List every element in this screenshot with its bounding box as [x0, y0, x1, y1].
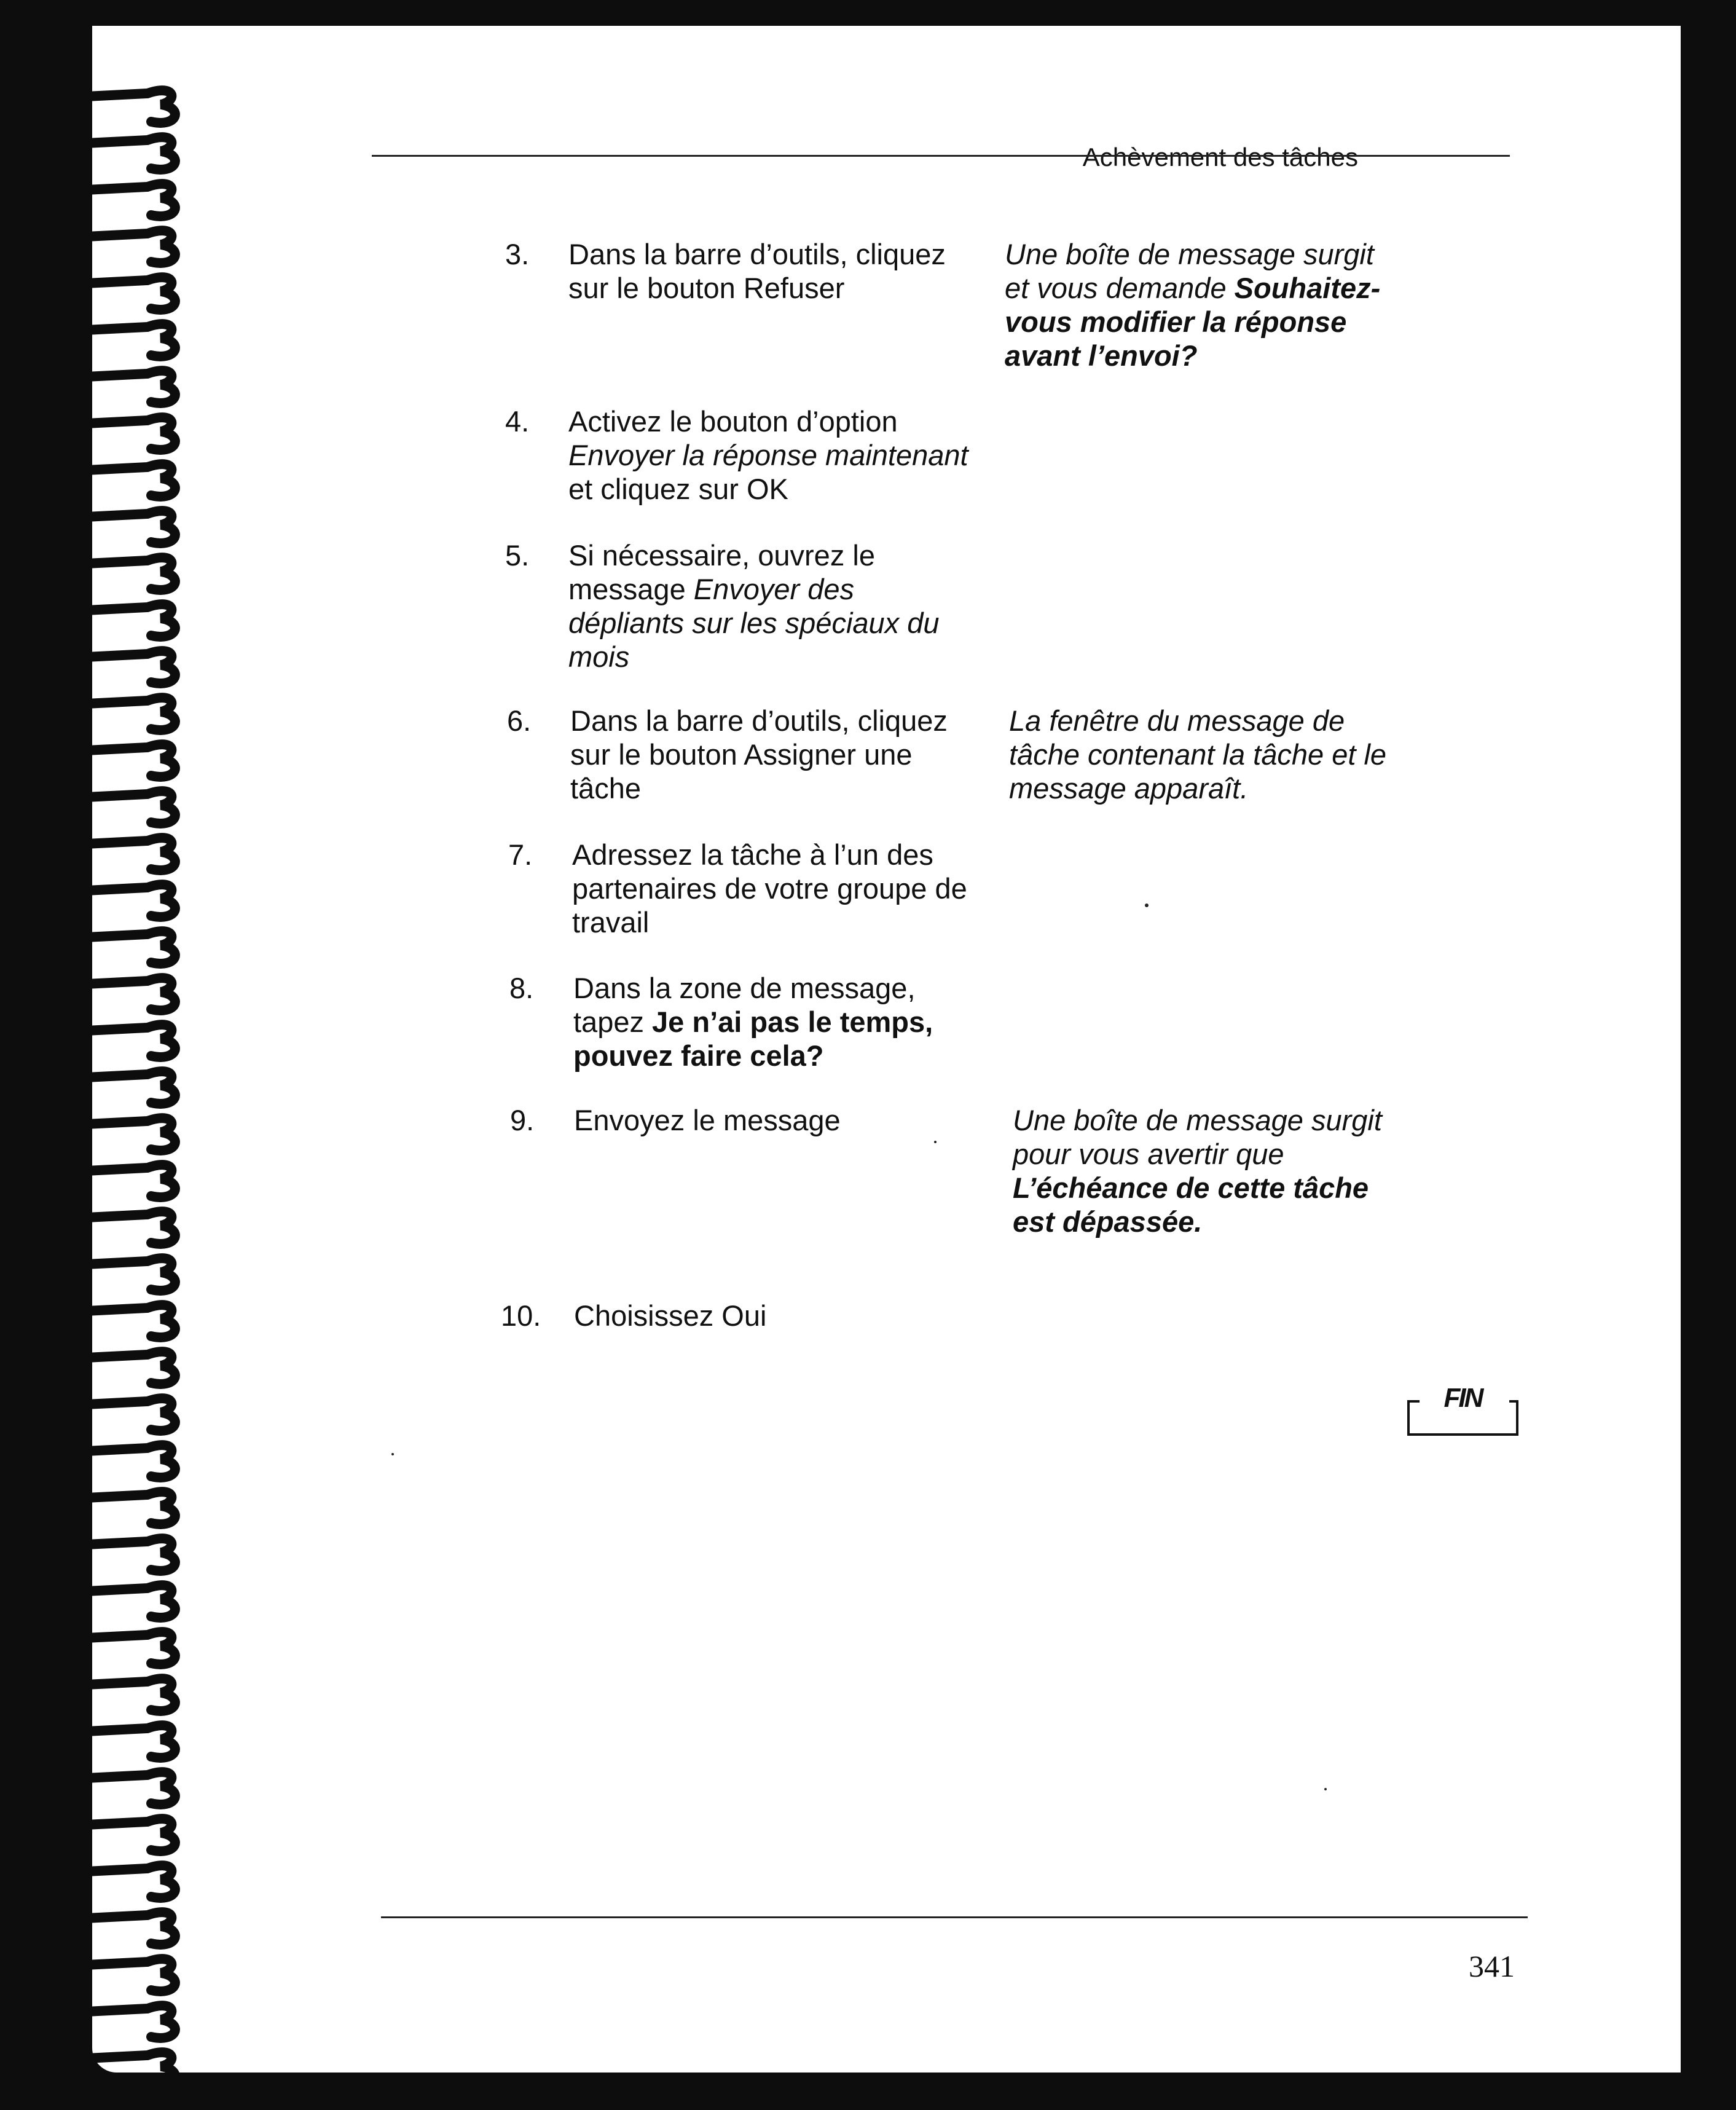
binding-coil — [92, 604, 175, 637]
step-number: 8. — [509, 972, 534, 1004]
step-line: Dans la barre d’outils, cliquez — [568, 238, 946, 270]
end-marker-label: FIN — [1443, 1383, 1482, 1413]
step-line: travail — [572, 906, 650, 939]
binding-coil — [92, 557, 175, 590]
step-number: 6. — [507, 704, 532, 737]
step-line: et cliquez sur OK — [568, 473, 788, 505]
binding-coil — [92, 1352, 175, 1384]
scan-speck — [1145, 903, 1149, 907]
note-bold-text: vous modifier la réponse — [1005, 305, 1347, 338]
binding-coil — [92, 931, 175, 964]
binding-coil — [92, 1912, 175, 1945]
binding-coil — [92, 651, 175, 683]
note-bold-text: L’échéance de cette tâche — [1013, 1171, 1369, 1204]
scan-speck — [934, 1141, 937, 1143]
step-italic-text: dépliants sur les spéciaux du — [568, 607, 940, 639]
binding-coil — [92, 1211, 175, 1244]
step-line: Si nécessaire, ouvrez le — [568, 539, 875, 572]
binding-coil — [92, 137, 175, 170]
binding-coil — [92, 1772, 175, 1805]
step-number: 4. — [505, 405, 530, 438]
note-line: pour vous avertir que — [1013, 1138, 1284, 1170]
step-text — [570, 704, 988, 805]
binding-coil — [92, 2052, 175, 2079]
step-italic-text: Envoyer des — [693, 573, 855, 605]
step-line — [573, 1005, 997, 1039]
step-number: 5. — [505, 539, 530, 572]
step-number: 9. — [510, 1104, 535, 1136]
step-text — [574, 1103, 998, 1137]
note-line: Une boîte de message surgit — [1005, 238, 1374, 270]
step-number: 3. — [505, 238, 530, 270]
note-line — [1013, 1205, 1449, 1238]
binding-coil — [92, 464, 175, 497]
binding-coil — [92, 2006, 175, 2038]
binding-coil — [92, 1679, 175, 1711]
binding-coil — [92, 791, 175, 824]
binding-coil — [92, 1025, 175, 1057]
step-bold-text: pouvez faire cela? — [573, 1039, 824, 1072]
step-line — [568, 438, 986, 472]
step-text — [574, 1299, 998, 1333]
step-result-note — [1013, 1103, 1449, 1238]
binding-coil — [92, 1865, 175, 1898]
step-line: Adressez la tâche à l’un des — [572, 838, 933, 871]
binding-coil — [92, 1398, 175, 1431]
note-bold-text: est dépassée. — [1013, 1205, 1203, 1238]
note-line — [1013, 1171, 1449, 1205]
scan-speck — [1324, 1788, 1327, 1790]
binding-coil — [92, 1071, 175, 1104]
step-line: sur le bouton Assigner une — [570, 738, 913, 771]
binding-coil — [92, 1118, 175, 1151]
note-bold-text: avant l’envoi? — [1005, 339, 1198, 372]
step-line: tâche — [570, 772, 641, 805]
binding-coil — [92, 277, 175, 310]
binding-coil — [92, 978, 175, 1010]
step-text — [573, 971, 997, 1073]
note-line — [1005, 339, 1435, 372]
step-line — [568, 606, 986, 640]
binding-coil — [92, 884, 175, 917]
binding-coil — [92, 1258, 175, 1291]
step-line: Dans la barre d’outils, cliquez — [570, 704, 948, 737]
binding-coil — [92, 1492, 175, 1524]
page-number: 341 — [1469, 1949, 1515, 1983]
step-line: Choisissez Oui — [574, 1299, 767, 1332]
note-line — [1005, 305, 1435, 339]
step-italic-text: Envoyer la réponse maintenant — [568, 439, 968, 471]
binding-coil — [92, 230, 175, 263]
header-rule — [372, 155, 1510, 157]
binding-coil — [92, 1725, 175, 1758]
note-line: Une boîte de message surgit — [1013, 1104, 1382, 1136]
step-line: partenaires de votre groupe de — [572, 872, 967, 905]
binding-coil — [92, 744, 175, 777]
spiral-binding-icon — [92, 63, 246, 2079]
note-line: La fenêtre du message de — [1009, 704, 1345, 737]
binding-coil — [92, 1538, 175, 1571]
binding-coil — [92, 1819, 175, 1851]
book-page — [92, 26, 1681, 2073]
binding-coil — [92, 1585, 175, 1618]
binding-coil — [92, 1305, 175, 1337]
end-marker — [1406, 1383, 1520, 1437]
step-plain-text: tapez — [573, 1006, 653, 1038]
step-line: Activez le bouton d’option — [568, 405, 898, 438]
binding-coil — [92, 1165, 175, 1197]
binding-coil — [92, 511, 175, 543]
scan-speck — [391, 1453, 394, 1455]
step-number: 10. — [501, 1299, 541, 1332]
binding-coil — [92, 1959, 175, 1991]
binding-coil — [92, 184, 175, 216]
step-line — [573, 1039, 997, 1073]
step-result-note — [1005, 237, 1435, 372]
binding-coil — [92, 90, 175, 123]
note-text: et vous demande — [1005, 272, 1235, 304]
running-header: Achèvement des tâches — [1082, 143, 1358, 171]
step-line: sur le bouton Refuser — [568, 272, 845, 304]
step-number: 7. — [508, 838, 533, 871]
step-line — [568, 640, 986, 674]
step-plain-text: message — [568, 573, 694, 605]
step-text — [568, 538, 986, 674]
binding-coil — [92, 1632, 175, 1664]
note-line: message apparaît. — [1009, 772, 1249, 805]
step-text — [568, 404, 986, 506]
binding-coil — [92, 324, 175, 356]
step-text — [572, 838, 996, 939]
binding-coil — [92, 698, 175, 730]
footer-rule — [381, 1916, 1528, 1918]
note-line — [1005, 271, 1435, 305]
binding-coil — [92, 838, 175, 870]
binding-coil — [92, 371, 175, 403]
step-line — [568, 572, 986, 606]
note-line: tâche contenant la tâche et le — [1009, 738, 1387, 771]
step-line: Dans la zone de message, — [573, 972, 916, 1004]
step-bold-text: Je n’ai pas le temps, — [652, 1006, 933, 1038]
binding-coil — [92, 417, 175, 450]
binding-coil — [92, 1445, 175, 1478]
step-text — [568, 237, 968, 305]
step-line: Envoyez le message — [574, 1104, 841, 1136]
step-italic-text: mois — [568, 640, 630, 673]
step-result-note — [1009, 704, 1439, 805]
note-bold-text: Souhaitez- — [1234, 272, 1381, 304]
